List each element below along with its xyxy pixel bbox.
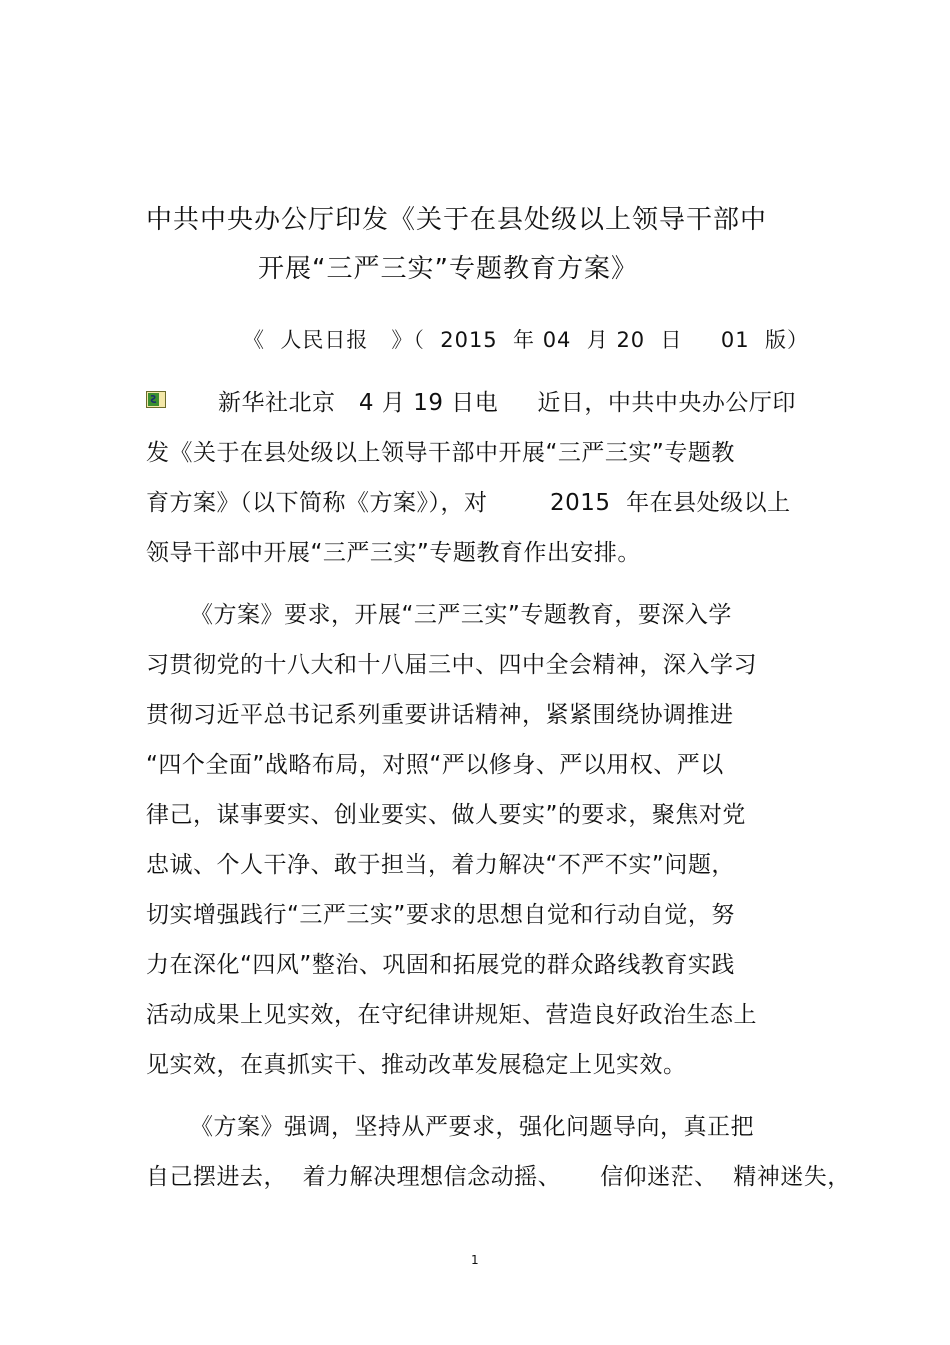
paragraph-2-line-10: 见实效，在真抓实干、推动改革发展稳定上见实效。	[146, 1052, 687, 1078]
document-title-line-2: 开展“三严三实”专题教育方案》	[258, 254, 638, 284]
paragraph-1-line-4: 领导干部中开展“三严三实”专题教育作出安排。	[146, 540, 641, 566]
paragraph-3-line-1: 《方案》强调，坚持从严要求，强化问题导向，真正把	[190, 1114, 754, 1140]
paragraph-2-line-8: 力在深化“四风”整治、巩固和拓展党的群众路线教育实践	[146, 952, 735, 978]
paragraph-1-line-1: 新华社北京 4 月 19 日电 近日，中共中央办公厅印	[218, 390, 796, 416]
paragraph-1-line-2: 发《关于在县处级以上领导干部中开展“三严三实”专题教	[146, 440, 735, 466]
paragraph-2-line-6: 忠诚、个人干净、敢于担当，着力解决“不严不实”问题，	[146, 852, 735, 878]
paragraph-3-line-2: 自己摆进去， 着力解决理想信念动摇、 信仰迷茫、 精神迷失，	[146, 1164, 851, 1190]
document-title-line-1: 中共中央办公厅印发《关于在县处级以上领导干部中	[146, 205, 768, 235]
page-number: 1	[471, 1253, 479, 1267]
image-placeholder-icon	[146, 391, 166, 408]
paragraph-2-line-5: 律己，谋事要实、创业要实、做人要实”的要求，聚焦对党	[146, 802, 746, 828]
source-line: 《 人民日报 》（ 2015 年 04 月 20 日 01 版）	[243, 328, 809, 352]
paragraph-2-line-9: 活动成果上见实效，在守纪律讲规矩、营造良好政治生态上	[146, 1002, 757, 1028]
paragraph-2-line-1: 《方案》要求，开展“三严三实”专题教育，要深入学	[190, 602, 732, 628]
paragraph-2-line-3: 贯彻习近平总书记系列重要讲话精神，紧紧围绕协调推进	[146, 702, 734, 728]
paragraph-2-line-2: 习贯彻党的十八大和十八届三中、四中全会精神，深入学习	[146, 652, 757, 678]
paragraph-1-line-3: 育方案》（以下简称《方案》），对 2015 年在县处级以上	[146, 490, 791, 516]
paragraph-2-line-4: “四个全面”战略布局，对照“严以修身、严以用权、严以	[146, 752, 724, 778]
paragraph-2-line-7: 切实增强践行“三严三实”要求的思想自觉和行动自觉，努	[146, 902, 735, 928]
